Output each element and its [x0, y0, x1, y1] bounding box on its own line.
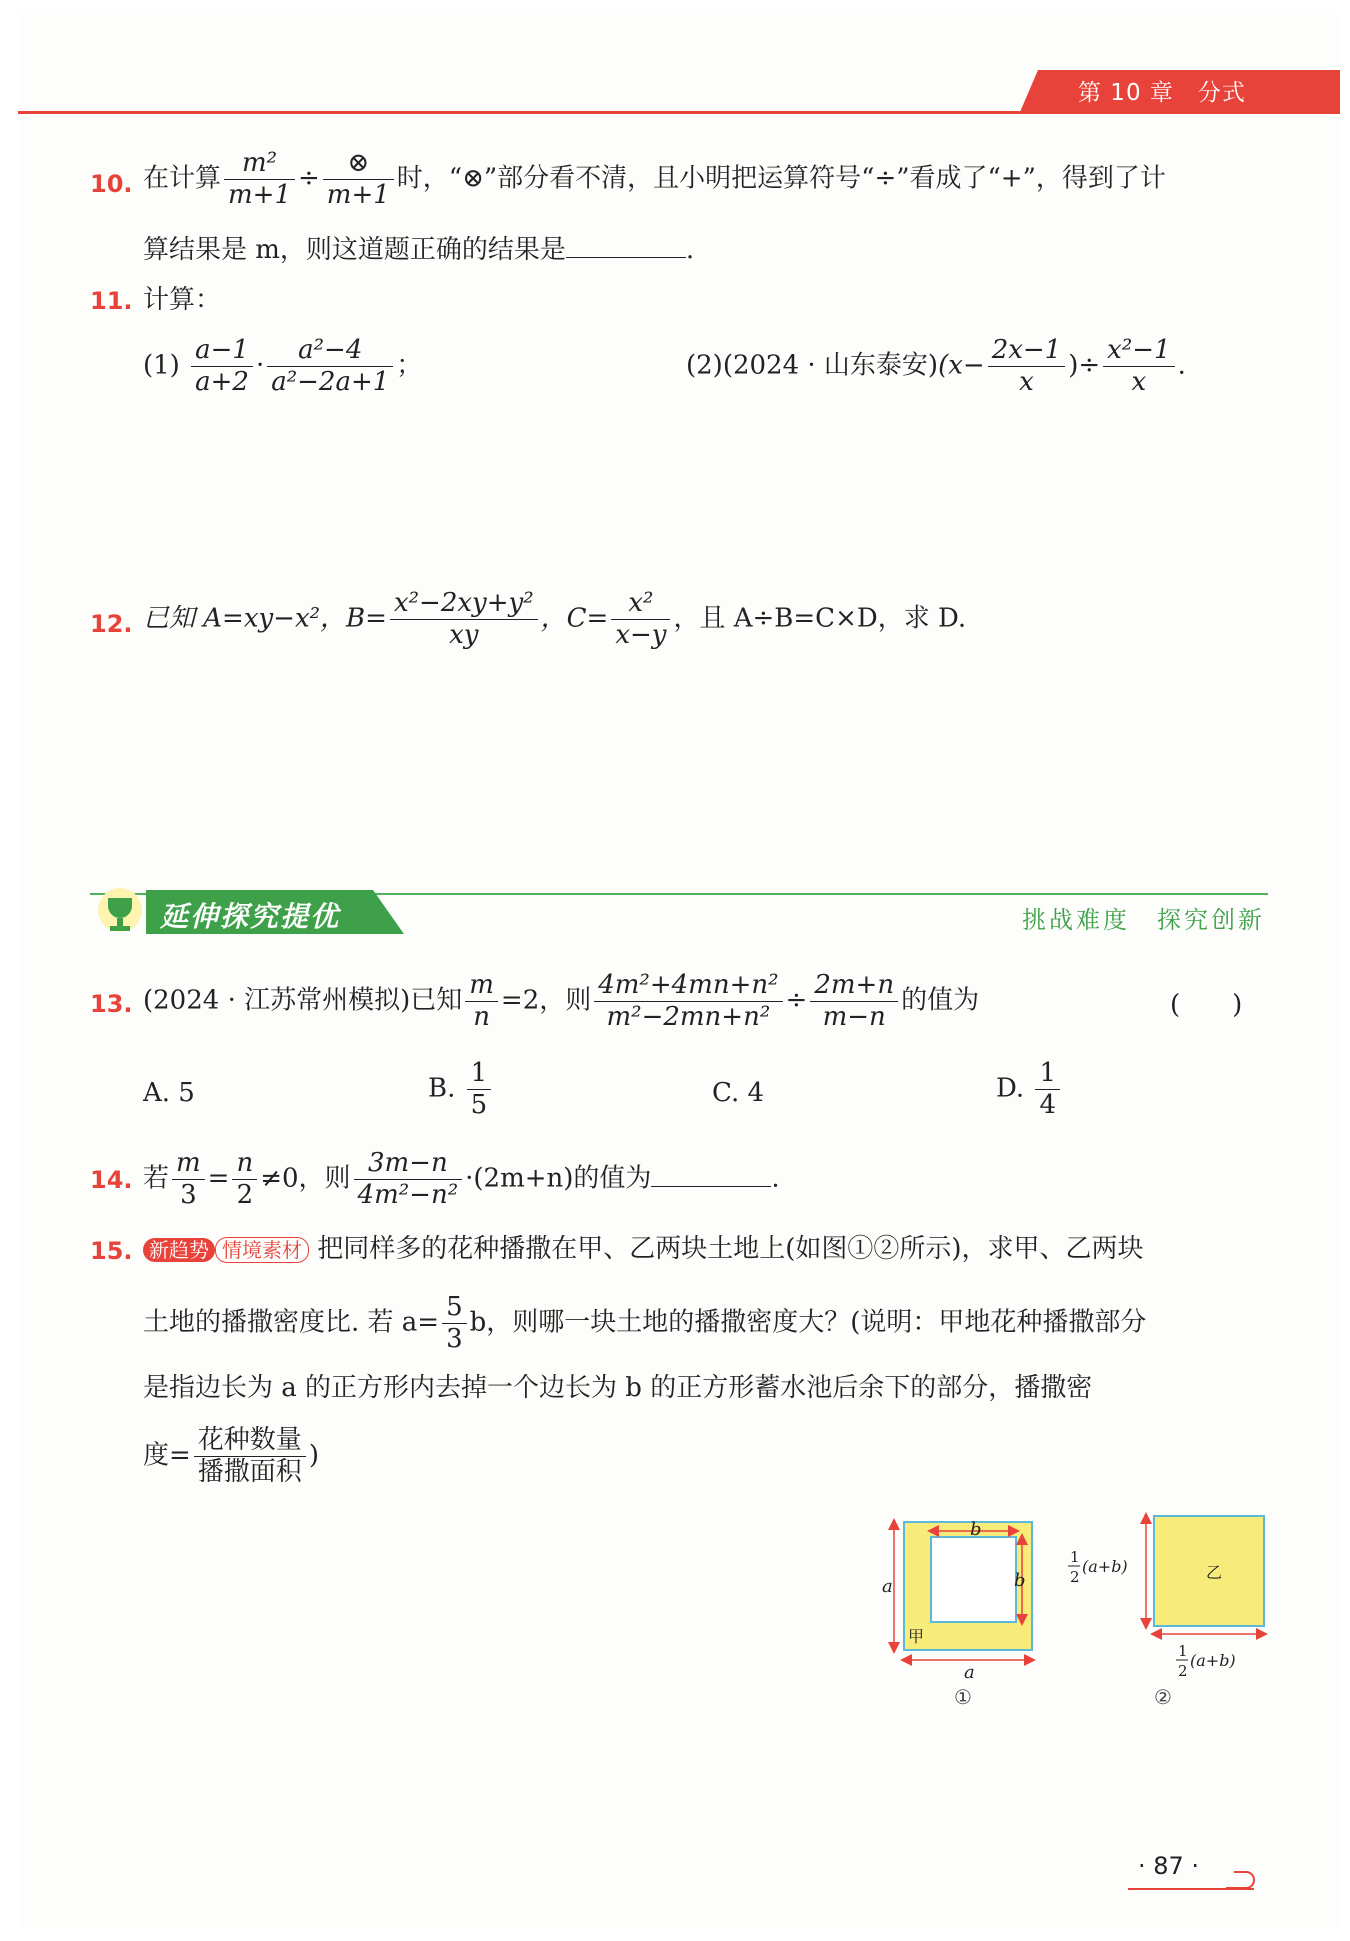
q11-p2-fraction-1 [988, 335, 1066, 398]
q11-title: 计算： [143, 285, 222, 315]
figure-1-label-a-bottom: a [964, 1662, 975, 1683]
q13-fraction-3 [810, 970, 898, 1033]
question-number-12: 12. [90, 610, 133, 638]
q10-fraction-1 [224, 148, 295, 211]
q13-f3-num: 2m+n [814, 970, 895, 1000]
question-number-14: 14. [90, 1166, 133, 1194]
figure-1-label-a-left: a [882, 1576, 893, 1597]
q10-text-a: 在计算 [143, 163, 222, 194]
q12-fraction-b [390, 588, 538, 651]
q14-text-b: ≠0，则 [260, 1163, 351, 1194]
figure-2-label-region: 乙 [1206, 1563, 1223, 1582]
figure-2-diagram [1060, 1502, 1280, 1710]
q12-fb-den: xy [390, 619, 538, 651]
figure-1-label-b-top: b [970, 1519, 982, 1540]
q14-f3-num: 3m−n [367, 1148, 448, 1178]
q11-p2-open: (x− [938, 350, 985, 381]
figure-2-bottom-den: 2 [1178, 1662, 1188, 1680]
q13-f1-num: m [469, 970, 494, 1000]
question-12-line [143, 588, 966, 651]
figure-1-label-b-right: b [1014, 1570, 1026, 1591]
q13-option-d-den: 4 [1035, 1089, 1060, 1121]
q11-p1-f2-num: a²−4 [298, 335, 363, 365]
q15-f1-den: 3 [442, 1323, 467, 1355]
question-number-11: 11. [90, 287, 133, 315]
q14-fraction-2 [232, 1148, 257, 1211]
q15-line-2a: 土地的播撒密度比. 若 a= [143, 1307, 440, 1338]
figure-2-left-expr: (a+b) [1082, 1557, 1128, 1576]
q12-fc-num: x² [628, 588, 654, 618]
q11-p2-close: )÷ [1068, 350, 1101, 381]
q14-text-a: 若 [143, 1163, 170, 1194]
q14-f2-num: n [236, 1148, 254, 1178]
q14-f2-den: 2 [232, 1179, 257, 1211]
q13-f3-den: m−n [810, 1001, 898, 1033]
q10-f2-num: ⊗ [347, 148, 370, 178]
q13-option-c[interactable]: C. 4 [712, 1078, 765, 1108]
q11-p2-end: . [1177, 350, 1186, 381]
q10-f2-den: m+1 [323, 179, 394, 211]
q13-fraction-1 [465, 970, 498, 1033]
q13-option-d-num: 1 [1039, 1058, 1056, 1088]
q12-text-b: ，C= [540, 603, 609, 634]
q11-p1-dot: · [255, 350, 265, 381]
q10-f1-num: m² [241, 148, 278, 178]
q12-fb-num: x²−2xy+y² [393, 588, 534, 618]
q13-option-a[interactable]: A. 5 [143, 1078, 195, 1108]
q13-option-d-label: D. [996, 1073, 1025, 1104]
q10-line-2-text: 算结果是 m，则这道题正确的结果是 [143, 235, 566, 265]
question-number-10: 10. [90, 170, 133, 198]
figure-1-label-region: 甲 [908, 1627, 925, 1646]
q12-fc-den: x−y [611, 619, 670, 651]
q14-end: . [771, 1163, 780, 1194]
page-number: · 87 · [1138, 1852, 1200, 1880]
q13-text-c: 的值为 [901, 985, 980, 1016]
q14-answer-blank[interactable] [651, 1166, 771, 1187]
q13-option-b-fraction [467, 1058, 492, 1121]
q10-div: ÷ [298, 163, 320, 194]
q11-p1-label: (1) [143, 350, 180, 381]
q11-p2-fraction-2 [1103, 335, 1174, 398]
figure-2-caption: ② [1154, 1685, 1172, 1709]
q15-trend-tag: 新趋势 [143, 1238, 215, 1262]
q14-f1-den: 3 [172, 1179, 205, 1211]
page-curl-icon [1224, 1868, 1260, 1894]
q15-line-3: 是指边长为 a 的正方形内去掉一个边长为 b 的正方形蓄水池后余下的部分，播撒密 [143, 1373, 1093, 1403]
q14-eq: = [207, 1163, 230, 1194]
q10-f1-den: m+1 [224, 179, 295, 211]
question-10-line-1 [143, 148, 1166, 211]
q15-line-4b: ) [308, 1440, 319, 1471]
question-number-13: 13. [90, 990, 133, 1018]
q12-text-c: ，且 A÷B=C×D，求 D. [673, 603, 967, 634]
q11-p2-f2-den: x [1103, 366, 1174, 398]
section-subtitle: 挑战难度 探究创新 [1022, 906, 1265, 934]
q14-fraction-3 [354, 1148, 463, 1211]
trophy-icon [92, 886, 152, 938]
q11-p1-f1-den: a+2 [191, 366, 253, 398]
q15-f2-den: 播撒面积 [194, 1456, 306, 1488]
q11-p2-f1-num: 2x−1 [991, 335, 1062, 365]
figure-2-left-num: 1 [1070, 1548, 1080, 1566]
q13-option-b[interactable] [428, 1058, 494, 1121]
q15-line-1 [143, 1236, 1144, 1263]
question-14-line [143, 1148, 780, 1211]
q11-part-1 [143, 335, 422, 398]
q14-text-c: ·(2m+n)的值为 [465, 1163, 652, 1194]
q13-option-b-num: 1 [470, 1058, 488, 1088]
figure-1-caption: ① [954, 1685, 972, 1709]
q15-fraction-2 [194, 1425, 306, 1488]
q11-part-2 [686, 335, 1186, 398]
q13-fraction-2 [594, 970, 782, 1033]
figure-2-bottom-expr: (a+b) [1190, 1651, 1236, 1670]
q15-f1-num: 5 [446, 1292, 463, 1322]
q12-fraction-c [611, 588, 670, 651]
question-number-15: 15. [90, 1237, 133, 1265]
q11-p2-label: (2)(2024 · 山东泰安) [686, 350, 939, 381]
q13-f1-den: n [465, 1001, 498, 1033]
q15-line-2 [143, 1292, 1146, 1355]
q13-f2-num: 4m²+4mn+n² [598, 970, 779, 1000]
q13-f2-den: m²−2mn+n² [594, 1001, 782, 1033]
q15-f2-num: 花种数量 [197, 1425, 302, 1455]
q13-answer-paren[interactable]: ( ) [1170, 990, 1243, 1020]
q10-end: . [685, 235, 695, 265]
q11-p2-f1-den: x [988, 366, 1066, 398]
q13-option-d-fraction [1035, 1058, 1060, 1121]
q13-option-b-den: 5 [467, 1089, 492, 1121]
q11-p1-fraction-1 [191, 335, 253, 398]
question-10-line-2 [143, 237, 694, 263]
figure-2-left-den: 2 [1070, 1568, 1080, 1586]
q14-f3-den: 4m²−n² [354, 1179, 463, 1211]
q15-line-2b: b，则哪一块土地的播撒密度大？(说明：甲地花种播撒部分 [469, 1307, 1147, 1338]
q15-fraction-1 [442, 1292, 467, 1355]
q10-answer-blank[interactable] [566, 237, 686, 258]
question-13-line [143, 970, 979, 1033]
q12-text-a: 已知 A=xy−x²，B= [143, 603, 387, 634]
q11-p1-fraction-2 [267, 335, 393, 398]
q11-p1-f2-den: a²−2a+1 [267, 366, 393, 398]
q11-p2-f2-num: x²−1 [1107, 335, 1171, 365]
q15-line-4a: 度= [143, 1440, 191, 1471]
q13-text-b: =2，则 [500, 985, 592, 1016]
chapter-label: 第 10 章 分式 [1078, 80, 1246, 106]
q15-context-tag: 情境素材 [215, 1237, 309, 1263]
section-title: 延伸探究提优 [160, 900, 341, 933]
q11-p1-f1-num: a−1 [195, 335, 249, 365]
q10-text-b: 时，“⊗”部分看不清，且小明把运算符号“÷”看成了“+”，得到了计 [396, 163, 1166, 194]
q14-fraction-1 [172, 1148, 205, 1211]
figure-2-bottom-num: 1 [1178, 1642, 1188, 1660]
q13-text-a: (2024 · 江苏常州模拟)已知 [143, 985, 463, 1016]
q13-option-d[interactable] [996, 1058, 1063, 1121]
q13-div: ÷ [785, 985, 808, 1016]
q13-option-b-label: B. [428, 1073, 456, 1104]
figure-1-pool-square [931, 1537, 1016, 1622]
q15-line-1-text: 把同样多的花种播撒在甲、乙两块土地上(如图①②所示)，求甲、乙两块 [317, 1234, 1144, 1264]
q15-line-4 [143, 1425, 319, 1488]
figure-1-diagram [880, 1510, 1050, 1710]
q14-f1-num: m [176, 1148, 201, 1178]
q11-p1-end: ； [396, 350, 423, 381]
q10-fraction-2 [323, 148, 394, 211]
